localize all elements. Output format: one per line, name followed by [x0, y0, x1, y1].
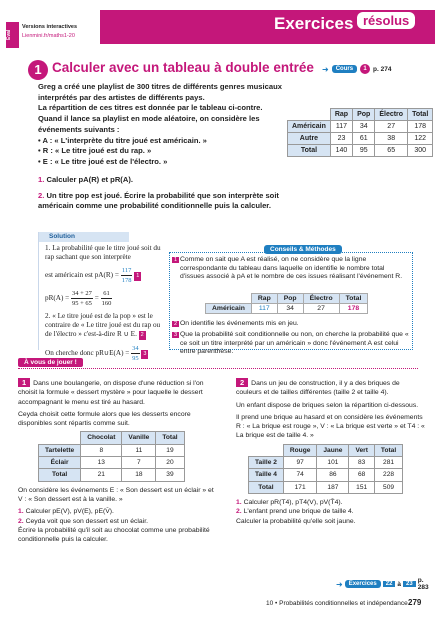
- divider: [18, 368, 418, 369]
- solution-block: [38, 232, 409, 362]
- bricks-table: [248, 444, 403, 494]
- table-cell: 95: [353, 145, 375, 157]
- exercise-2: [236, 378, 426, 526]
- statement-line: • R : « Le titre joué est du rap. »: [38, 146, 152, 156]
- exercise-questions: [38, 175, 418, 212]
- step-marker: 1: [136, 273, 140, 280]
- question-text: Calculer pE(V), pV(E), pE(V̄).: [25, 508, 114, 516]
- statement-line: Quand il lance sa playlist en mode aléatoire, on considère les événements suivants :: [38, 114, 260, 134]
- table-header: Taille 4: [249, 469, 284, 481]
- table-header: Vanille: [122, 432, 156, 444]
- question: [18, 517, 218, 526]
- table-cell: 74: [283, 469, 317, 481]
- exercise-statement: [38, 82, 293, 168]
- table-header: Total: [374, 444, 402, 456]
- table-cell: 23: [330, 133, 352, 145]
- page-title: Exercices: [274, 14, 354, 33]
- table-header: Chocolat: [81, 432, 122, 444]
- question-number: 1.: [38, 175, 45, 184]
- table-cell: 27: [375, 121, 408, 133]
- table-row: [288, 145, 433, 157]
- question-number: 2.: [236, 508, 242, 516]
- ref-page: p. 283: [417, 577, 429, 591]
- statement-line: • A : « L'interprète du titre joué est américain. »: [38, 135, 207, 145]
- method-number: 2: [173, 321, 178, 327]
- table-cell: 34: [277, 304, 303, 314]
- table-cell: 97: [283, 457, 317, 469]
- methods-header: Conseils & Méthodes: [264, 245, 342, 254]
- arrow-right-icon: ➜: [336, 579, 343, 589]
- method-number: 3: [173, 332, 178, 338]
- cours-number: 1: [360, 64, 370, 74]
- table-cell: 117: [330, 121, 352, 133]
- paragraph: Ceyda choisit cette formule alors que les desserts encore disponibles sont répartis comme suit.: [18, 410, 191, 428]
- question-number: 1.: [236, 498, 242, 506]
- table-header: Total: [39, 469, 81, 481]
- step-marker: 2: [140, 332, 144, 338]
- statement-line: Greg a créé une playlist de 300 titres de différents genres musicaux interprétés par des artistes de différents pays.: [38, 82, 282, 102]
- table-cell: 281: [374, 457, 402, 469]
- exercises-reference[interactable]: [336, 577, 435, 591]
- table-cell: 27: [303, 304, 339, 314]
- table-header: Pop: [277, 294, 303, 304]
- table-cell: 300: [408, 145, 433, 157]
- table-header: Total: [408, 109, 433, 121]
- paragraph: Un enfant dispose de briques selon la répartition ci-dessous.: [236, 401, 419, 409]
- statement-line: La répartition de ces titres est donnée par le tableau ci-contre.: [38, 103, 263, 113]
- exercise-title: Calculer avec un tableau à double entrée: [52, 60, 314, 75]
- table-cell: 65: [375, 145, 408, 157]
- method-text: Que la probabilité soit conditionnelle ou non, on cherche la probabilité que « ce soit un titre interprété par un américain » donc l'événement A est celui entre parenthèse.: [180, 331, 409, 356]
- table-cell: 7: [122, 457, 156, 469]
- ref-connector: à: [397, 580, 402, 588]
- table-row: [249, 457, 403, 469]
- table-cell: [249, 444, 284, 456]
- question: [38, 175, 418, 186]
- question-text: Calculer pR(T4), pT4(V), pV(T̄4).: [243, 498, 343, 506]
- solution-line: [45, 266, 165, 285]
- table-header: Tartelette: [39, 444, 81, 456]
- table-cell: 38: [375, 133, 408, 145]
- table-row: [206, 304, 368, 314]
- table-cell: 61: [353, 133, 375, 145]
- paragraph: Calculer la probabilité qu'elle soit jaune.: [236, 517, 356, 525]
- exercise-ref-number: 23: [403, 581, 416, 587]
- step-marker: 3: [143, 351, 147, 358]
- table-header: Vert: [349, 444, 374, 456]
- solution-expr: 2. « Le titre joué est de la pop » est le contraire de « Le titre joué est du rap ou de l'électro » c'est-à-dire R ∪ E.: [45, 312, 161, 338]
- question-number: 2.: [18, 517, 24, 525]
- solution-label: Solution: [49, 233, 75, 240]
- table-cell: 19: [156, 444, 184, 456]
- side-tab: Éval: [6, 22, 19, 48]
- paragraph: [18, 378, 218, 407]
- solution-line: [45, 312, 165, 340]
- table-header: Total: [288, 145, 331, 157]
- method-number: 1: [173, 257, 178, 263]
- footer-chapter: 10 • Probabilités conditionnelles et indépendance: [266, 600, 408, 607]
- table-header: Américain: [288, 121, 331, 133]
- table-cell: 8: [81, 444, 122, 456]
- table-cell: 18: [122, 469, 156, 481]
- exercises-pill: Exercices: [345, 580, 381, 588]
- table-row: [39, 444, 185, 456]
- table-header: Pop: [353, 109, 375, 121]
- question-number: 1.: [18, 508, 24, 516]
- table-row: [249, 469, 403, 481]
- question-text: Un titre pop est joué. Écrire la probabilité que son interprète soit américain comme une probabilité conditionnelle puis la calculer.: [38, 190, 279, 210]
- dessert-table: [38, 431, 185, 481]
- paragraph: Écrire la probabilité qu'il soit au chocolat comme une probabilité conditionnelle puis la calculer.: [18, 526, 210, 544]
- exercise-ref-number: 22: [383, 581, 396, 587]
- paragraph: [236, 378, 426, 398]
- table-row: [39, 432, 185, 444]
- table-cell: 68: [349, 469, 374, 481]
- table-header: Rap: [251, 294, 277, 304]
- exercise-number: 2: [236, 378, 248, 387]
- table-row: [249, 444, 403, 456]
- question-text: Calculer pA(R) et pR(A).: [46, 175, 133, 184]
- course-reference[interactable]: [322, 64, 391, 74]
- title-badge: résolus: [357, 12, 415, 29]
- solution-expr: pR(A) =: [45, 294, 70, 303]
- paragraph: On considère les événements E : « Son dessert est un éclair » et V : « Son dessert est à la vanille. »: [18, 486, 214, 503]
- question: [236, 498, 426, 507]
- table-cell: 228: [374, 469, 402, 481]
- table-header: Jaune: [317, 444, 349, 456]
- question-text: L'enfant prend une brique de taille 4.: [243, 508, 354, 516]
- arrow-right-icon: ➜: [322, 64, 329, 74]
- table-header: Rap: [330, 109, 352, 121]
- table-row: [288, 133, 433, 145]
- solution-expr: On cherche donc pR∪E(A) =: [45, 349, 130, 358]
- table-cell: [288, 109, 331, 121]
- table-header: Éclair: [39, 457, 81, 469]
- table-header: Total: [249, 481, 284, 493]
- interactive-link[interactable]: Lienmini.fr/maths1-20: [22, 33, 75, 39]
- question-number: 2.: [38, 190, 45, 200]
- table-cell: 20: [156, 457, 184, 469]
- table-row: [206, 294, 368, 304]
- solution-text: [45, 244, 165, 363]
- table-cell: [39, 432, 81, 444]
- cours-page: p. 274: [373, 65, 392, 73]
- table-cell: 39: [156, 469, 184, 481]
- table-cell: 117: [251, 304, 277, 314]
- table-cell: 178: [339, 304, 368, 314]
- table-header: Électro: [375, 109, 408, 121]
- table-header: Autre: [288, 133, 331, 145]
- table-header: Rouge: [283, 444, 317, 456]
- fraction: $\frac{34 + 27}{95 + 65}$: [72, 290, 92, 307]
- table-cell: 140: [330, 145, 352, 157]
- solution-line: pR(A) = $\frac{34 + 27}{95 + 65}$ = $\frac{61}{160}$: [45, 290, 112, 307]
- question: [236, 507, 426, 516]
- table-cell: 34: [353, 121, 375, 133]
- table-cell: 151: [349, 481, 374, 493]
- methods-table: [205, 293, 368, 314]
- question-text: Ceyda voit que son dessert est un éclair.: [25, 517, 148, 525]
- solution-expr: est américain est pA(R) =: [45, 271, 119, 280]
- table-cell: [206, 294, 252, 304]
- table-cell: 101: [317, 457, 349, 469]
- table-row: [249, 481, 403, 493]
- exercise-1: [18, 378, 218, 544]
- page-number: 279: [408, 598, 422, 607]
- statement-line: • E : « Le titre joué est de l'électro. »: [38, 156, 168, 166]
- method-text: On identifie les événements mis en jeu.: [180, 320, 299, 327]
- table-row: [39, 469, 185, 481]
- table-cell: 178: [408, 121, 433, 133]
- paragraph-text: Dans une boulangerie, on dispose d'une réduction si l'on choisit la formule « dessert mystère » pour laquelle le dessert accompagnant le menu est tiré au hasard.: [18, 380, 204, 406]
- table-cell: 21: [81, 469, 122, 481]
- table-header: Total: [156, 432, 184, 444]
- question: [38, 191, 298, 212]
- paragraph-text: Dans un jeu de construction, il y a des briques de couleurs et de tailles différentes (taille 2 et taille 4).: [236, 380, 400, 397]
- table-cell: 509: [374, 481, 402, 493]
- method-text: Comme on sait que A est réalisé, on ne considère que la ligne correspondante du tableau dans laquelle on identifie le nombre total d'issues associé à pA et le nombre de ces issues réalisant l'événement R.: [180, 256, 403, 281]
- exercise-number: 1: [18, 378, 30, 387]
- table-cell: 13: [81, 457, 122, 469]
- table-cell: 11: [122, 444, 156, 456]
- table-cell: 122: [408, 133, 433, 145]
- table-cell: 86: [317, 469, 349, 481]
- fraction: $\frac{117}{178}$: [121, 267, 132, 284]
- exercise-number: 1: [28, 60, 48, 80]
- fraction: $\frac{61}{160}$: [101, 290, 112, 307]
- practice-label: À vous de jouer !: [18, 358, 83, 367]
- table-header: Électro: [303, 294, 339, 304]
- solution-line: 1. La probabilité que le titre joué soit du rap sachant que son interprète: [45, 244, 161, 261]
- playlist-table: [287, 108, 433, 157]
- table-row: [288, 121, 433, 133]
- table-cell: 83: [349, 457, 374, 469]
- page-header: [0, 0, 435, 52]
- table-header: Américain: [206, 304, 252, 314]
- table-cell: 171: [283, 481, 317, 493]
- cours-pill: Cours: [332, 65, 357, 73]
- table-row: [39, 457, 185, 469]
- table-header: Total: [339, 294, 368, 304]
- paragraph: Il prend une brique au hasard et on considère les événements R : « La brique est rouge », V : « La brique est verte » et T4 : « La brique est de taille 4. »: [236, 413, 425, 440]
- table-row: [288, 109, 433, 121]
- table-header: Taille 2: [249, 457, 284, 469]
- methods-box: [169, 252, 413, 356]
- interactive-versions-label: Versions interactives: [22, 24, 78, 30]
- question: [18, 507, 218, 516]
- table-cell: 187: [317, 481, 349, 493]
- fraction: $\frac{34}{95}$: [132, 345, 139, 362]
